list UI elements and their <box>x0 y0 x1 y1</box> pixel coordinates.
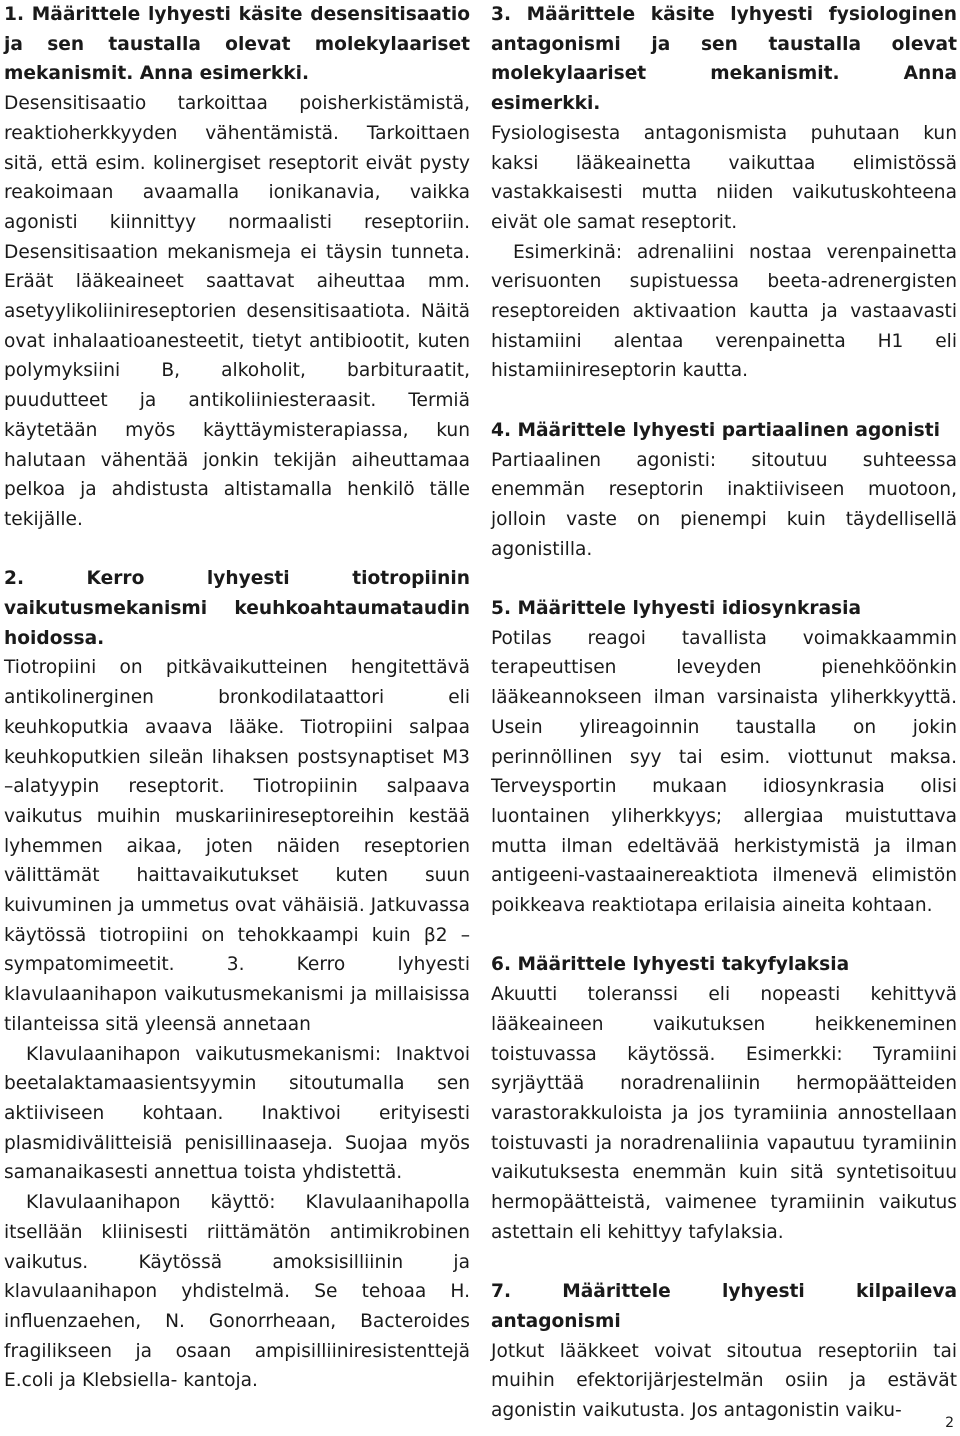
left-column <box>4 0 470 1396</box>
answer-3-definition-text: Fysiologisesta antagonismista puhutaan kun kaksi lääkeainetta vaikuttaa elimistössä vastakkaisesti mutta niiden vaikutuskohteena eivät ole samat reseptorit. <box>491 122 957 233</box>
right-column <box>491 0 957 1426</box>
question-1-heading: 1. Määrittele lyhyesti käsite desensitisaatio ja sen taustalla olevat molekylaariset mekanismit. Anna esimerkki. <box>4 4 470 85</box>
spacer <box>491 386 957 416</box>
question-4-heading: 4. Määrittele lyhyesti partiaalinen agonisti <box>491 419 940 441</box>
answer-2-text: Tiotropiini on pitkävaikutteinen hengitettävä antikolinerginen bronkodilataattori eli keuhkoputkia avaava lääke. Tiotropiini salpaa keuhkoputkien sileän lihaksen postsynaptiset M3 –alatyypin reseptorit. Tiotropiinin salpaava vaikutus muihin muskariinireseptoreihin kestää lyhemmen aikaa, joten näiden reseptorien välittämät haittavaikutukset kuten suun kuivuminen ja ummetus ovat vähäisiä. Jatkuvassa käytössä tiotropiini on tehokkaampi kuin β2 –sympatomimeetit. 3. Kerro lyhyesti klavulaanihapon vaikutusmekanismi ja millaisissa tilanteissa sitä yleensä annetaan <box>4 657 470 1035</box>
answer-5-text: Potilas reagoi tavallista voimakkaammin terapeuttisen leveyden pienehköönkin lääkeannokseen ilman varsinaista yliherkkyyttä. Usein ylireagoinnin taustalla on jokin perinnöllinen syy tai esim. viottunut maksa. Terveysportin mukaan idiosynkrasia olisi luontainen yliherkkyys; allergiaa muistuttava mutta ilman edeltävää herkistymistä ja ilman antigeeni-vastaainereaktiota ilmenevä elimistön poikkeava reaktiotapa erilaisia aineita kohtaan. <box>491 627 957 917</box>
spacer <box>4 535 470 565</box>
question-7-heading: 7. Määrittele lyhyesti kilpaileva antagonismi <box>491 1281 957 1332</box>
page-number: 2 <box>945 1415 954 1431</box>
question-2-heading: 2. Kerro lyhyesti tiotropiinin vaikutusmekanismi keuhkoahtaumataudin hoidossa. <box>4 568 470 649</box>
answer-3-usage-text: Klavulaanihapon käyttö: Klavulaanihapolla itsellään kliinisesti riittämätön antimikrobinen vaikutus. Käytössä amoksisilliinin ja klavulaanihapon yhdistelmä. Se tehoaa H. influenzaehen, N. Gonorrheaan, Bacteroides fragilikseen ja osaan ampisilliiniresistenttejä E.coli ja Klebsiella- kantoja. <box>4 1192 470 1392</box>
question-6-heading: 6. Määrittele lyhyesti takyfylaksia <box>491 954 850 976</box>
answer-4-text: Partiaalinen agonisti: sitoutuu suhteessa enemmän reseptorin inaktiiviseen muotoon, jolloin vaste on pienempi kuin täydellisellä agonistilla. <box>491 449 957 560</box>
spacer <box>491 564 957 594</box>
question-3-heading: 3. Määrittele käsite lyhyesti fysiologinen antagonismi ja sen taustalla olevat molekylaariset mekanismit. Anna esimerkki. <box>491 4 957 115</box>
spacer <box>491 1247 957 1277</box>
answer-7-text: Jotkut lääkkeet voivat sitoutua reseptoriin tai muihin efektorijärjestelmän osiin ja estävät agonistin vaikutusta. Jos antagonistin vaiku- <box>491 1340 957 1421</box>
answer-3-mechanism-text: Klavulaanihapon vaikutusmekanismi: Inaktvoi beetalaktamaasientsyymin sitoutumalla sen aktiiviseen kohtaan. Inaktivoi erityisesti plasmidivälitteisiä penisillinaaseja. Suojaa myös samanaikasesti annettua toista yhdistettä. <box>4 1043 470 1184</box>
spacer <box>491 921 957 951</box>
question-5-heading: 5. Määrittele lyhyesti idiosynkrasia <box>491 598 862 620</box>
answer-3-example-text: Esimerkinä: adrenaliini nostaa verenpainetta verisuonten supistuessa beeta-adrenergisten reseptoreiden aktivaation kautta ja vastaavasti histamiini alentaa verenpainetta H1 eli histamiinireseptorin kautta. <box>491 241 957 382</box>
answer-6-text: Akuutti toleranssi eli nopeasti kehittyvä lääkeaineen vaikutuksen heikkeneminen toistuvassa käytössä. Esimerkki: Tyramiini syrjäyttää noradrenaliinin hermopäätteiden varastorakkuloista ja jos tyramiinia annostellaan toistuvasti ja noradrenaliinia vapautuu tyramiinin vaikutuksesta enemmän kuin sitä syntetisoituu hermopäätteistä, vaimenee tyramiinin vaikutus astettain eli kehittyy tafylaksia. <box>491 984 957 1243</box>
answer-1-text: Desensitisaatio tarkoittaa poisherkistämistä, reaktioherkkyyden vähentämistä. Tarkoittaen sitä, että esim. kolinergiset reseptorit eivät pysty reakoimaan avaamalla ionikanavia, vaikka agonisti kiinnittyy normaalisti reseptoriin. Desensitisaation mekanismeja ei täysin tunneta. Eräät lääkeaineet saattavat aiheuttaa mm. asetyylikoliinireseptorien desensitisaatiota. Näitä ovat inhalaatioanesteetit, tietyt antibiootit, kuten polymyksiini B, alkoholit, barbituraatit, puudutteet ja antikoliiniesteraasit. Termiä käytetään myös käyttäymisterapiassa, kun halutaan vähentää jonkin tekijän aiheuttamaa pelkoa ja ahdistusta altistamalla henkilö tälle tekijälle. <box>4 93 470 530</box>
